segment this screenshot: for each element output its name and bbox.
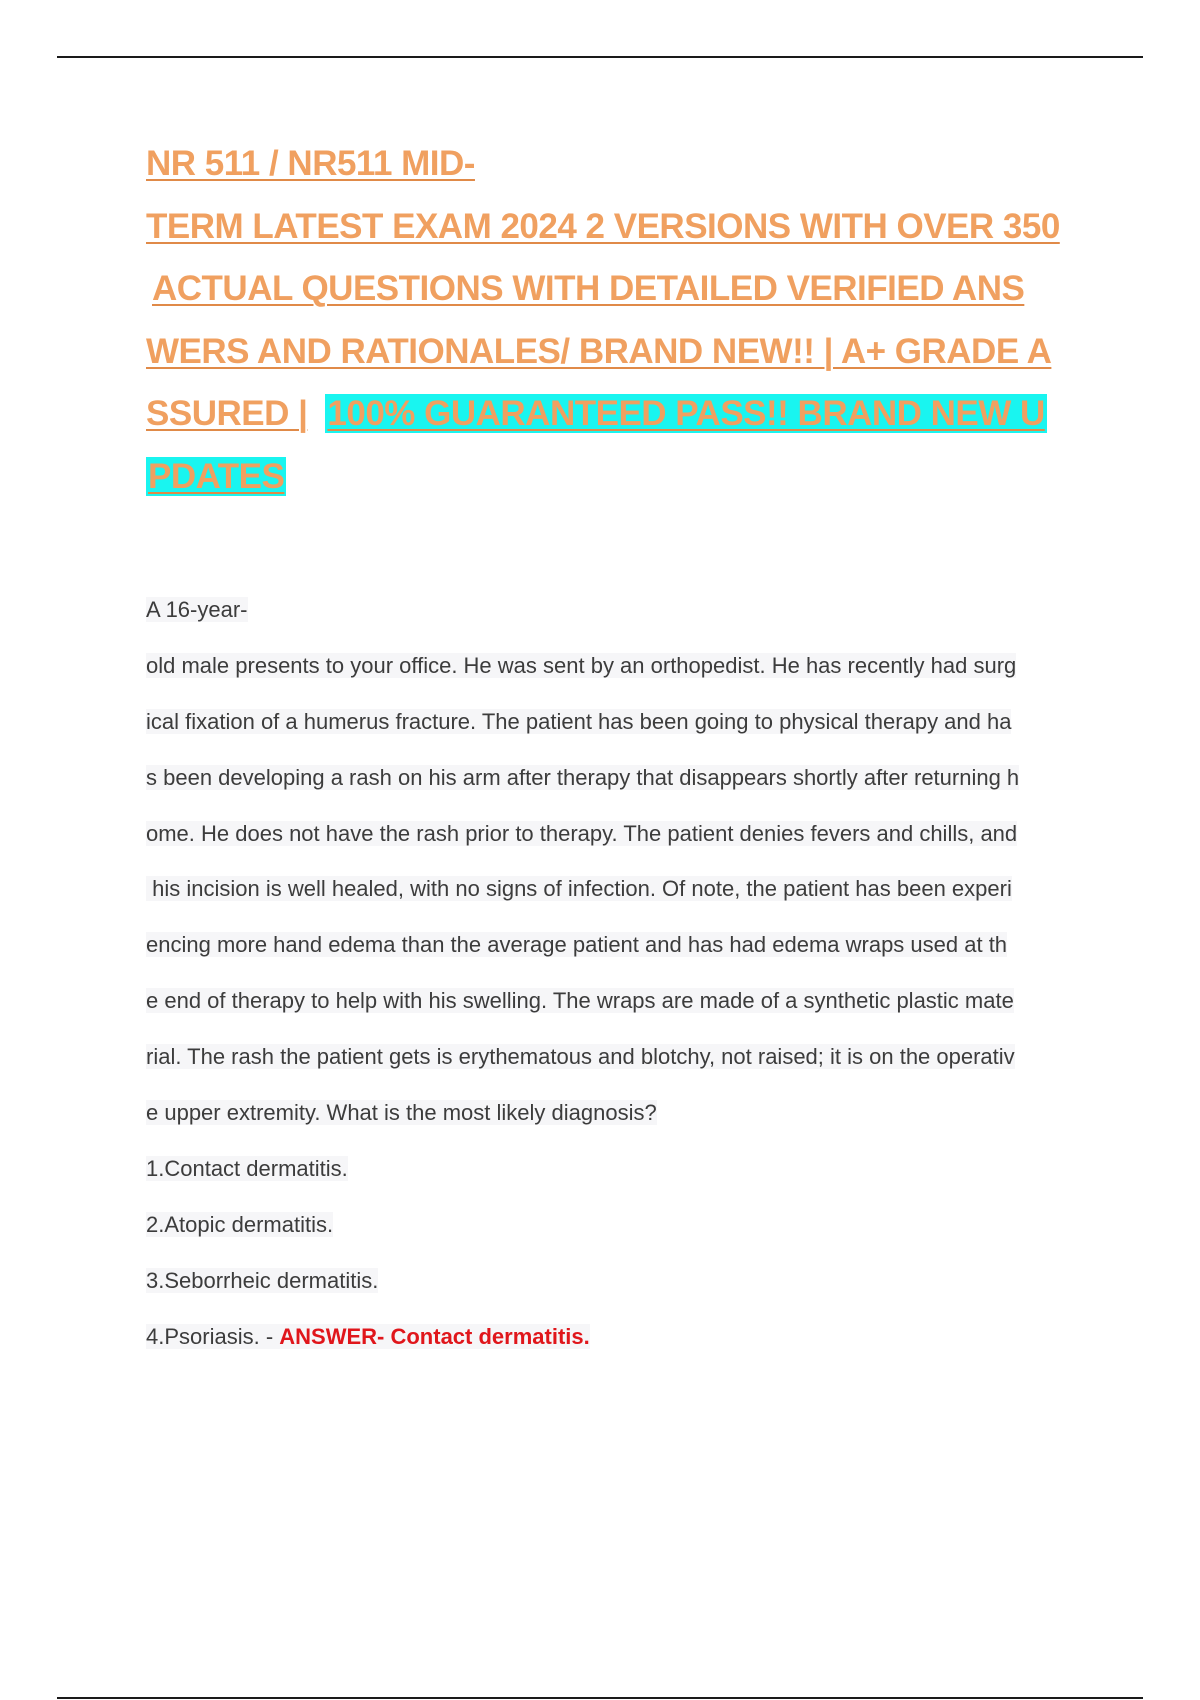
title-highlight: 100% GUARANTEED PASS!! BRAND NEW U: [327, 394, 1045, 433]
correct-answer: ANSWER- Contact dermatitis.: [279, 1323, 590, 1349]
answer-option-2: 2.Atopic dermatitis.: [146, 1211, 334, 1237]
document-title: [146, 133, 1091, 508]
title-line-3: ACTUAL QUESTIONS WITH DETAILED VERIFIED ANS: [152, 269, 1025, 308]
answer-option-3: 3.Seborrheic dermatitis.: [146, 1267, 379, 1293]
title-line-1: NR 511 / NR511 MID-: [146, 144, 475, 183]
question-line: ical fixation of a humerus fracture. The patient has been going to physical therapy and ha: [146, 708, 1012, 734]
question-line: encing more hand edema than the average patient and has had edema wraps used at th: [146, 932, 1008, 958]
question-line: e end of therapy to help with his swelling. The wraps are made of a synthetic plastic mate: [146, 988, 1014, 1014]
question-line: A 16-year-: [146, 597, 248, 622]
answer-option-1: 1.Contact dermatitis.: [146, 1155, 348, 1181]
question-line: ome. He does not have the rash prior to therapy. The patient denies fevers and chills, and: [146, 820, 1018, 846]
title-line-2: TERM LATEST EXAM 2024 2 VERSIONS WITH OVER 350: [146, 206, 1060, 246]
title-highlight-cont: PDATES: [148, 456, 285, 496]
question-line: old male presents to your office. He was sent by an orthopedist. He has recently had surg: [146, 652, 1017, 678]
question-line: s been developing a rash on his arm after therapy that disappears shortly after returning h: [146, 764, 1020, 790]
title-line-6: [146, 446, 1091, 509]
question-line: e upper extremity. What is the most likely diagnosis?: [146, 1100, 657, 1126]
title-line-4: WERS AND RATIONALES/ BRAND NEW!! | A+ GRADE A: [146, 331, 1052, 371]
bottom-rule: [57, 1697, 1143, 1699]
question-body: [146, 582, 1091, 1364]
question-line: his incision is well healed, with no signs of infection. Of note, the patient has been experi: [146, 876, 1012, 902]
top-rule: [57, 56, 1143, 58]
question-line: rial. The rash the patient gets is erythematous and blotchy, not raised; it is on the operativ: [146, 1044, 1015, 1070]
answer-option-4: 4.Psoriasis. - ANSWER- Contact dermatitis.: [146, 1323, 590, 1349]
title-line-5: SSURED | 100% GUARANTEED PASS!! BRAND NEW U: [146, 394, 1045, 433]
